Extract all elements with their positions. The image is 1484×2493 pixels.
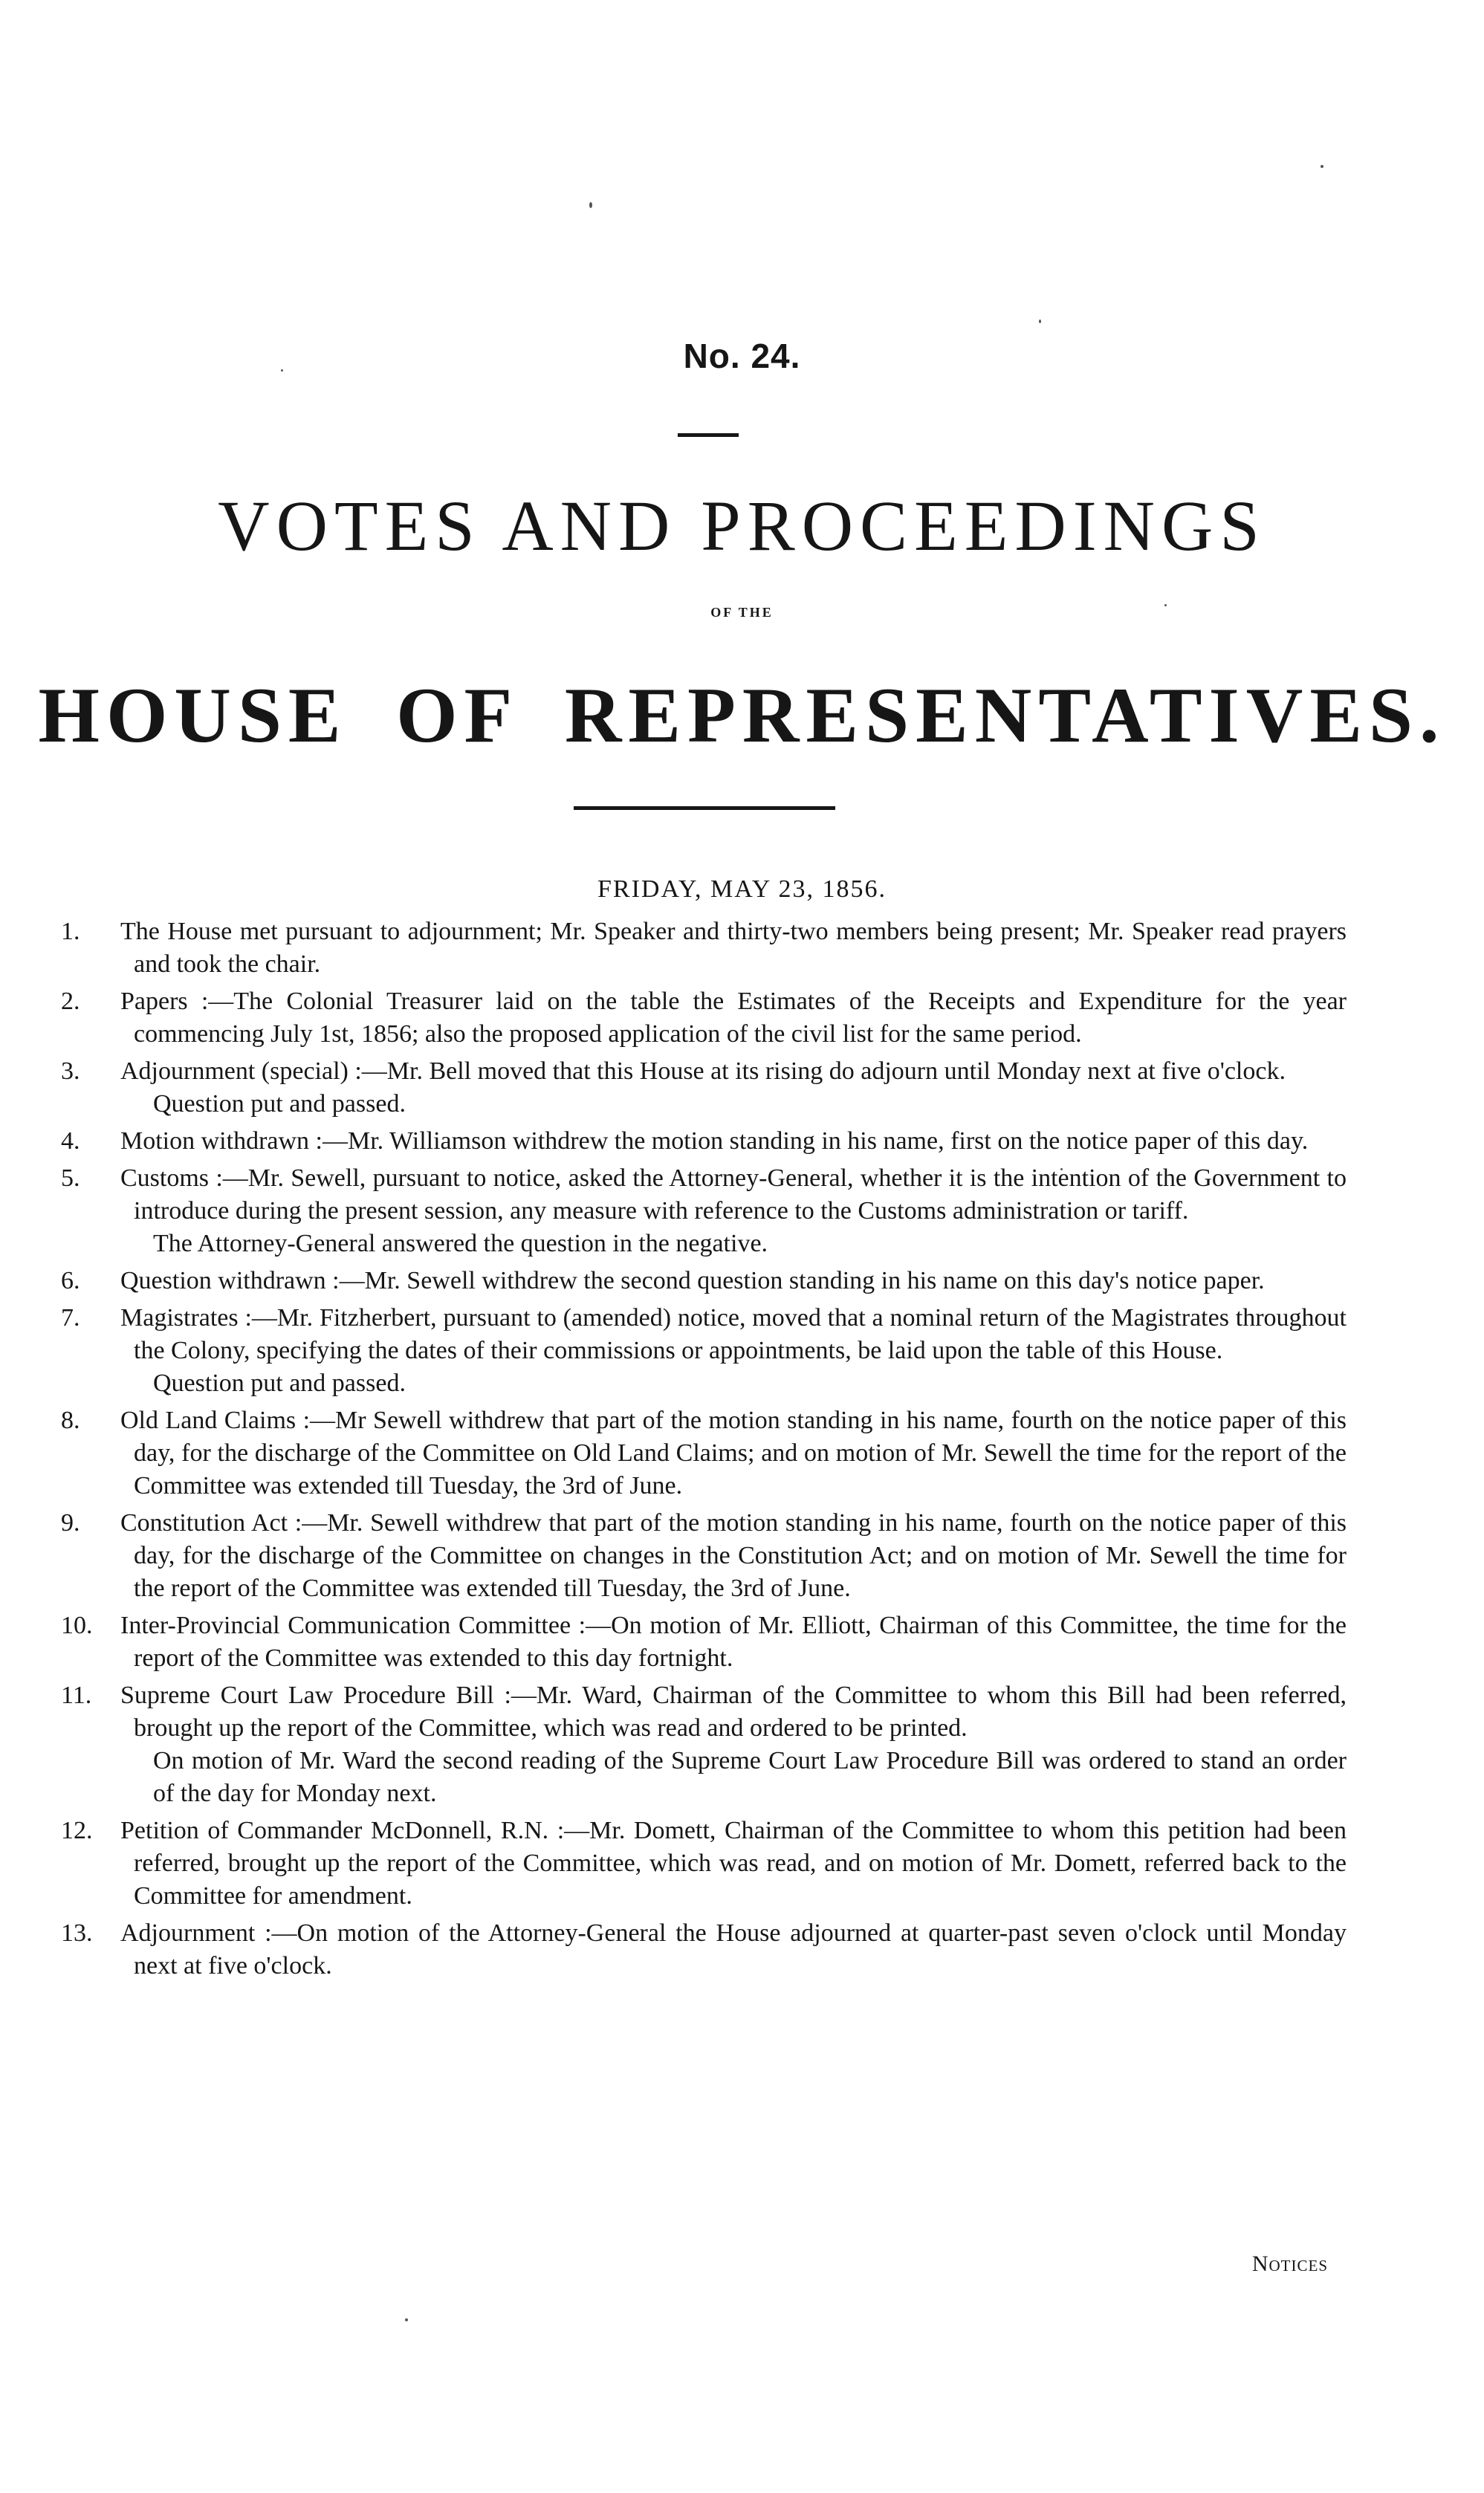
proceeding-item (61, 1265, 1347, 1297)
item-text: Adjournment (special) :—Mr. Bell moved that this House at its rising do adjourn until Monday next at five o'clock. (120, 1057, 1286, 1085)
short-rule (678, 433, 739, 437)
item-number: 10. (61, 1612, 93, 1639)
item-text: The House met pursuant to adjournment; Mr. Speaker and thirty-two members being present; Mr. Speaker read prayers and took the chair. (120, 918, 1347, 978)
item-number: 1. (61, 918, 80, 945)
proceeding-item (61, 1125, 1347, 1158)
title-house-of-representatives: HOUSE OF REPRESENTATIVES. (38, 672, 1446, 759)
item-text: Motion withdrawn :—Mr. Williamson withdrew the motion standing in his name, first on the notice paper of this day. (120, 1127, 1309, 1155)
sitting-date: FRIDAY, MAY 23, 1856. (597, 875, 887, 903)
ink-speck (589, 202, 592, 208)
item-number: 2. (61, 988, 80, 1015)
item-number: 13. (61, 1919, 93, 1947)
item-text: Old Land Claims :—Mr Sewell withdrew that part of the motion standing in his name, fourth on the notice paper of this day, for the discharge of the Committee on Old Land Claims; and on motion of Mr. Sewell the time for the report of the Committee was extended till Tuesday, the 3rd of June. (120, 1407, 1347, 1500)
item-text: Adjournment :—On motion of the Attorney-General the House adjourned at quarter-past seven o'clock until Monday next at five o'clock. (120, 1919, 1347, 1980)
title-of-the: OF THE (710, 605, 774, 620)
item-number: 4. (61, 1127, 80, 1155)
item-number: 9. (61, 1509, 80, 1537)
item-number: 12. (61, 1817, 93, 1844)
proceeding-item (61, 1815, 1347, 1913)
ink-speck (1321, 165, 1323, 168)
proceeding-item (61, 1055, 1347, 1121)
ink-speck (405, 2318, 408, 2321)
item-text: Papers :—The Colonial Treasurer laid on the table the Estimates of the Receipts and Expenditure for the year commencing July 1st, 1856; also the proposed application of the civil list for the same period. (120, 988, 1347, 1048)
proceeding-item (61, 1302, 1347, 1400)
item-text: Constitution Act :—Mr. Sewell withdrew that part of the motion standing in his name, fourth on the notice paper of this day, for the discharge of the Committee on changes in the Constitution Act; and on motion of Mr. Sewell the time for the report of the Committee was extended till Tuesday, the 3rd of June. (120, 1509, 1347, 1602)
proceeding-item (61, 1507, 1347, 1605)
proceeding-item (61, 915, 1347, 981)
proceeding-item (61, 1404, 1347, 1502)
item-text: Petition of Commander McDonnell, R.N. :—Mr. Domett, Chairman of the Committee to whom this petition had been referred, brought up the report of the Committee, which was read, and on motion of Mr. Domett, referred back to the Committee for amendment. (120, 1817, 1347, 1910)
long-rule (574, 806, 835, 810)
item-text: Magistrates :—Mr. Fitzherbert, pursuant to (amended) notice, moved that a nominal return of the Magistrates throughout the Colony, specifying the dates of their commissions or appointments, be laid upon the table of this House. (120, 1304, 1347, 1364)
proceeding-item (61, 1162, 1347, 1260)
item-text: Customs :—Mr. Sewell, pursuant to notice, asked the Attorney-General, whether it is the intention of the Government to introduce during the present session, any measure with reference to the Customs administration or tariff. (120, 1164, 1347, 1225)
proceeding-item (61, 1679, 1347, 1810)
item-continuation: Question put and passed. (153, 1090, 406, 1118)
issue-number: No. 24. (683, 337, 801, 375)
item-continuation: On motion of Mr. Ward the second reading of the Supreme Court Law Procedure Bill was ordered to stand an order of the day for Monday next. (153, 1747, 1347, 1807)
item-number: 6. (61, 1267, 80, 1294)
proceeding-item (61, 1609, 1347, 1675)
proceeding-item (61, 1917, 1347, 1983)
item-number: 7. (61, 1304, 80, 1332)
item-text: Question withdrawn :—Mr. Sewell withdrew the second question standing in his name on this day's notice paper. (120, 1267, 1265, 1294)
item-number: 11. (61, 1682, 92, 1709)
item-number: 3. (61, 1057, 80, 1085)
item-number: 8. (61, 1407, 80, 1434)
ink-speck (1039, 320, 1041, 323)
item-text: Inter-Provincial Communication Committee :—On motion of Mr. Elliott, Chairman of this Committee, the time for the report of the Committee was extended to this day fortnight. (120, 1612, 1347, 1672)
catchword: Notices (1251, 2252, 1328, 2276)
title-votes-and-proceedings: VOTES AND PROCEEDINGS (218, 486, 1266, 565)
proceedings-list (61, 915, 1347, 1987)
item-text: Supreme Court Law Procedure Bill :—Mr. Ward, Chairman of the Committee to whom this Bill had been referred, brought up the report of the Committee, which was read and ordered to be printed. (120, 1682, 1347, 1742)
item-continuation: Question put and passed. (153, 1369, 406, 1397)
item-continuation: The Attorney-General answered the question in the negative. (153, 1230, 768, 1257)
proceeding-item (61, 985, 1347, 1051)
item-number: 5. (61, 1164, 80, 1192)
